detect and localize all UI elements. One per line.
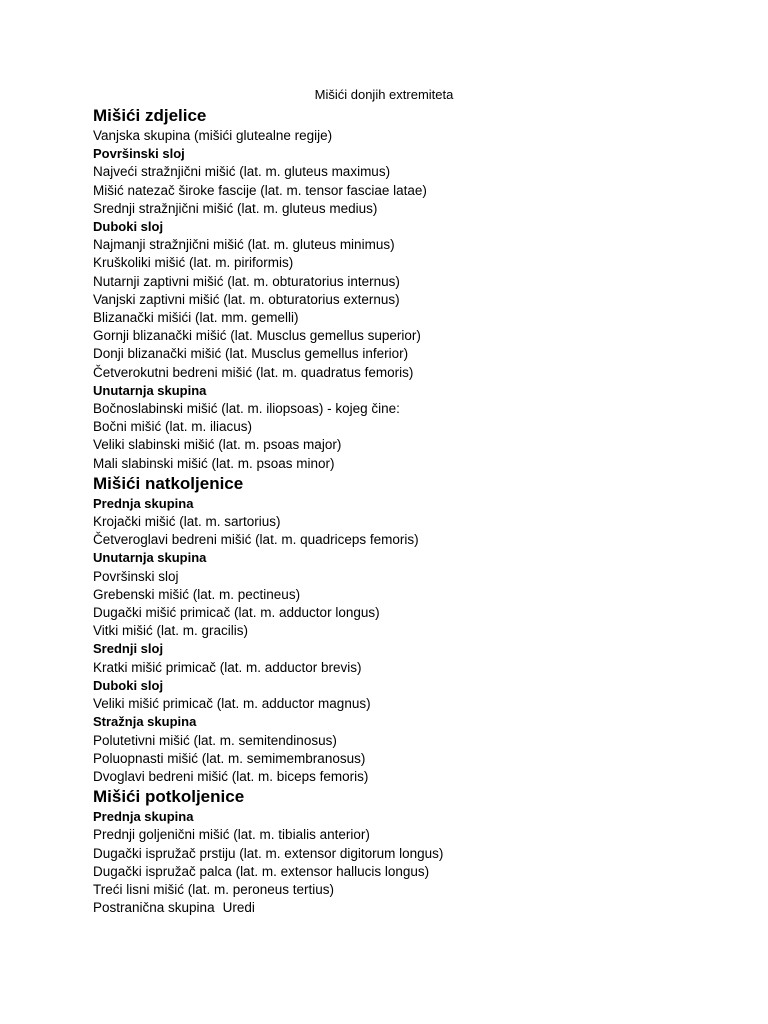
- text-line: [93, 400, 733, 418]
- text-content: Dugački ispružač prstiju (lat. m. extensor digitorum longus): [93, 845, 444, 861]
- text-content: Stražnja skupina: [93, 714, 197, 730]
- text-line: [93, 236, 733, 254]
- subsection-heading: [93, 808, 733, 826]
- text-line: [93, 163, 733, 181]
- text-content: Postranična skupina: [93, 900, 215, 916]
- section-heading: [93, 105, 733, 127]
- text-content: Nutarnji zaptivni mišić (lat. m. obturatorius internus): [93, 273, 400, 289]
- text-line: [93, 291, 733, 309]
- text-line: [93, 768, 733, 786]
- text-line: [93, 418, 733, 436]
- text-content: Prednja skupina: [93, 809, 194, 825]
- text-content: Veliki slabinski mišić (lat. m. psoas major): [93, 437, 342, 453]
- edit-link[interactable]: Uredi: [222, 900, 255, 916]
- text-line: [93, 826, 733, 844]
- subsection-heading: [93, 145, 733, 163]
- text-content: Blizanački mišići (lat. mm. gemelli): [93, 310, 299, 326]
- text-line: [93, 604, 733, 622]
- text-content: Mišići potkoljenice: [93, 787, 245, 807]
- text-content: Polutetivni mišić (lat. m. semitendinosus): [93, 732, 337, 748]
- text-content: Bočni mišić (lat. m. iliacus): [93, 419, 253, 435]
- text-content: Grebenski mišić (lat. m. pectineus): [93, 586, 301, 602]
- section-heading: [93, 786, 733, 808]
- text-line: [93, 455, 733, 473]
- text-content: Vanjski zaptivni mišić (lat. m. obturatorius externus): [93, 291, 400, 307]
- text-content: Kratki mišić primicač (lat. m. adductor brevis): [93, 659, 362, 675]
- text-content: Gornji blizanački mišić (lat. Musclus gemellus superior): [93, 328, 421, 344]
- text-line: [93, 863, 733, 881]
- subsection-heading: [93, 495, 733, 513]
- text-content: Kruškoliki mišić (lat. m. piriformis): [93, 255, 294, 271]
- text-line: [93, 327, 733, 345]
- text-line: [93, 513, 733, 531]
- text-content: Mišići natkoljenice: [93, 473, 244, 493]
- document-title: Mišići donjih extremiteta: [314, 87, 454, 102]
- subsection-heading: [93, 549, 733, 567]
- text-content: Površinski sloj: [93, 568, 179, 584]
- text-content: Prednja skupina: [93, 495, 194, 511]
- subsection-heading: [93, 713, 733, 731]
- text-line: [93, 899, 733, 917]
- text-content: Dvoglavi bedreni mišić (lat. m. biceps femoris): [93, 768, 369, 784]
- text-line: [93, 436, 733, 454]
- text-content: Dugački mišić primicač (lat. m. adductor longus): [93, 605, 380, 621]
- text-content: Srednji stražnjični mišić (lat. m. gluteus medius): [93, 200, 378, 216]
- text-content: Duboki sloj: [93, 219, 164, 235]
- text-content: Četverokutni bedreni mišić (lat. m. quadratus femoris): [93, 364, 414, 380]
- text-line: [93, 845, 733, 863]
- text-content: Unutarnja skupina: [93, 550, 207, 566]
- subsection-heading: [93, 677, 733, 695]
- subsection-heading: [93, 218, 733, 236]
- text-line: [93, 568, 733, 586]
- text-line: [93, 345, 733, 363]
- text-line: [93, 881, 733, 899]
- text-content: Veliki mišić primicač (lat. m. adductor magnus): [93, 696, 371, 712]
- text-line: [93, 622, 733, 640]
- text-content: Površinski sloj: [93, 146, 185, 162]
- text-line: [93, 364, 733, 382]
- text-line: [93, 200, 733, 218]
- text-content: Mišići zdjelice: [93, 106, 207, 125]
- text-line: [93, 732, 733, 750]
- text-content: Vanjska skupina (mišići glutealne regije): [93, 128, 333, 143]
- text-content: Srednji sloj: [93, 641, 164, 657]
- text-content: Duboki sloj: [93, 677, 164, 693]
- text-content: Mali slabinski mišić (lat. m. psoas minor): [93, 455, 335, 471]
- text-line: [93, 695, 733, 713]
- document-body: [93, 105, 733, 917]
- text-content: Unutarnja skupina: [93, 382, 207, 398]
- text-content: Najmanji stražnjični mišić (lat. m. gluteus minimus): [93, 237, 395, 253]
- subsection-heading: [93, 382, 733, 400]
- text-line: [93, 127, 733, 145]
- text-line: [93, 531, 733, 549]
- text-content: Četveroglavi bedreni mišić (lat. m. quadriceps femoris): [93, 532, 419, 548]
- text-line: [93, 273, 733, 291]
- text-line: [93, 750, 733, 768]
- text-line: [93, 254, 733, 272]
- section-heading: [93, 473, 733, 495]
- text-content: Treći lisni mišić (lat. m. peroneus tertius): [93, 881, 335, 897]
- text-content: Poluopnasti mišić (lat. m. semimembranosus): [93, 750, 366, 766]
- text-content: Dugački ispružač palca (lat. m. extensor hallucis longus): [93, 863, 430, 879]
- text-line: [93, 309, 733, 327]
- text-content: Donji blizanački mišić (lat. Musclus gemellus inferior): [93, 346, 409, 362]
- text-content: Krojački mišić (lat. m. sartorius): [93, 514, 281, 530]
- text-content: Prednji goljenični mišić (lat. m. tibialis anterior): [93, 827, 370, 843]
- subsection-heading: [93, 640, 733, 658]
- text-content: Bočnoslabinski mišić (lat. m. iliopsoas) - kojeg čine:: [93, 401, 400, 417]
- text-line: [93, 586, 733, 604]
- text-content: Najveći stražnjični mišić (lat. m. gluteus maximus): [93, 164, 391, 180]
- text-line: [93, 182, 733, 200]
- text-content: Vitki mišić (lat. m. gracilis): [93, 623, 249, 639]
- text-line: [93, 659, 733, 677]
- text-content: Mišić natezač široke fascije (lat. m. tensor fasciae latae): [93, 182, 427, 198]
